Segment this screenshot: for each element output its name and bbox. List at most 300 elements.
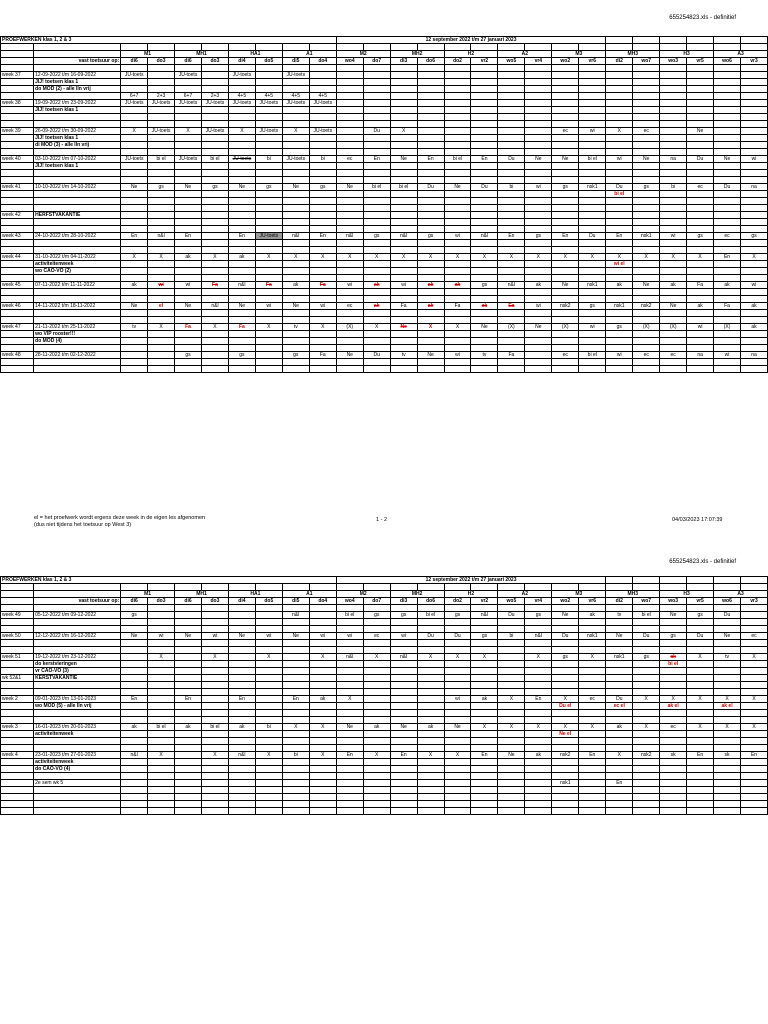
exam-cell: [336, 128, 363, 135]
exam-cell: [579, 275, 606, 282]
exam-cell: [175, 794, 202, 801]
exam-cell: [714, 275, 741, 282]
exam-cell: [498, 359, 525, 366]
sheet-date-range: 12 september 2022 t/m 27 januari 2023: [336, 37, 606, 44]
exam-cell: [417, 766, 444, 773]
exam-cell: Du: [714, 184, 741, 191]
exam-cell: X: [552, 696, 579, 703]
file-header: 655254823.xls - definitief: [669, 15, 736, 21]
exam-cell: [363, 773, 390, 780]
exam-cell: [633, 626, 660, 633]
exam-cell: [741, 338, 768, 345]
schedule-row: [1, 738, 768, 745]
schedule-row: [1, 233, 768, 240]
exam-cell: X: [498, 696, 525, 703]
exam-cell: [228, 647, 255, 654]
group-header: M1: [121, 51, 175, 58]
exam-cell: [148, 352, 175, 359]
day-header: do2: [444, 598, 471, 605]
exam-cell: [660, 240, 687, 247]
week-dates: [34, 114, 121, 121]
exam-cell: n&l: [121, 752, 148, 759]
exam-cell: [228, 745, 255, 752]
exam-cell: [121, 114, 148, 121]
exam-cell: [336, 317, 363, 324]
empty-cell: [148, 44, 175, 51]
exam-cell: [498, 240, 525, 247]
exam-cell: gs: [525, 233, 552, 240]
exam-cell: [579, 773, 606, 780]
exam-cell: [148, 759, 175, 766]
exam-cell: ec: [552, 128, 579, 135]
exam-cell: [282, 745, 309, 752]
exam-cell: [498, 275, 525, 282]
footnote: [34, 515, 205, 529]
exam-cell: [606, 226, 633, 233]
exam-cell: [714, 682, 741, 689]
exam-cell: [309, 240, 336, 247]
exam-cell: [201, 247, 228, 254]
exam-cell: [714, 675, 741, 682]
group-header: M3: [552, 51, 606, 58]
exam-cell: [579, 780, 606, 787]
exam-cell: [175, 79, 202, 86]
exam-cell: [741, 619, 768, 626]
exam-cell: [471, 359, 498, 366]
exam-cell: [471, 745, 498, 752]
exam-cell: [444, 682, 471, 689]
exam-cell: n&l: [336, 654, 363, 661]
exam-cell: [714, 345, 741, 352]
exam-cell: [336, 163, 363, 170]
exam-cell: [417, 801, 444, 808]
exam-cell: [687, 72, 714, 79]
exam-cell: [121, 745, 148, 752]
exam-cell: [390, 149, 417, 156]
exam-cell: [282, 177, 309, 184]
exam-cell: [741, 142, 768, 149]
exam-cell: [148, 682, 175, 689]
exam-cell: n&l: [201, 303, 228, 310]
exam-cell: [201, 745, 228, 752]
exam-cell: [417, 72, 444, 79]
exam-cell: [175, 359, 202, 366]
exam-cell: [336, 626, 363, 633]
schedule-row: [1, 731, 768, 738]
exam-cell: [390, 219, 417, 226]
exam-cell: [579, 212, 606, 219]
exam-cell: [471, 331, 498, 338]
exam-cell: [390, 626, 417, 633]
exam-cell: [309, 86, 336, 93]
empty-cell: [148, 605, 175, 612]
exam-cell: [336, 107, 363, 114]
exam-cell: [363, 135, 390, 142]
exam-cell: ak: [121, 282, 148, 289]
week-dates: [34, 289, 121, 296]
week-dates: 05-12-2022 t/m 09-12-2022: [34, 612, 121, 619]
exam-cell: [282, 296, 309, 303]
exam-cell: [687, 668, 714, 675]
exam-cell: [687, 212, 714, 219]
exam-cell: En: [471, 156, 498, 163]
exam-cell: En: [579, 752, 606, 759]
exam-cell: [741, 731, 768, 738]
exam-cell: [148, 121, 175, 128]
week-label: [1, 366, 34, 373]
exam-cell: [633, 619, 660, 626]
exam-cell: [336, 289, 363, 296]
week-dates: 19-12-2022 t/m 23-12-2022: [34, 654, 121, 661]
exam-cell: gs: [660, 633, 687, 640]
week-dates: 19-09-2022 t/m 23-09-2022: [34, 100, 121, 107]
exam-cell: [175, 149, 202, 156]
exam-cell: bi el: [606, 191, 633, 198]
exam-cell: [175, 654, 202, 661]
exam-cell: [121, 310, 148, 317]
exam-cell: En: [606, 780, 633, 787]
exam-cell: [309, 773, 336, 780]
exam-cell: [336, 338, 363, 345]
exam-cell: [714, 163, 741, 170]
exam-cell: [444, 198, 471, 205]
exam-cell: [741, 780, 768, 787]
week-dates: [34, 226, 121, 233]
exam-cell: [417, 100, 444, 107]
exam-cell: ec: [552, 352, 579, 359]
exam-cell: [309, 626, 336, 633]
exam-cell: [175, 759, 202, 766]
exam-cell: [660, 689, 687, 696]
exam-cell: X: [255, 654, 282, 661]
exam-cell: [363, 107, 390, 114]
exam-cell: [121, 626, 148, 633]
exam-cell: [714, 268, 741, 275]
exam-cell: [417, 682, 444, 689]
exam-cell: [201, 773, 228, 780]
exam-cell: [687, 93, 714, 100]
exam-cell: [444, 626, 471, 633]
exam-cell: [498, 268, 525, 275]
exam-cell: wi: [525, 303, 552, 310]
exam-cell: [498, 745, 525, 752]
exam-cell: [525, 794, 552, 801]
group-header: MH2: [390, 591, 444, 598]
exam-cell: [633, 787, 660, 794]
exam-cell: [282, 310, 309, 317]
exam-cell: [417, 675, 444, 682]
exam-cell: [498, 626, 525, 633]
exam-cell: [336, 717, 363, 724]
exam-cell: [417, 170, 444, 177]
exam-cell: [336, 100, 363, 107]
exam-cell: [687, 738, 714, 745]
exam-cell: [175, 191, 202, 198]
exam-cell: [579, 268, 606, 275]
exam-cell: [660, 317, 687, 324]
exam-cell: [417, 142, 444, 149]
exam-cell: X: [255, 752, 282, 759]
exam-cell: [228, 121, 255, 128]
exam-cell: [498, 619, 525, 626]
day-header: do5: [255, 58, 282, 65]
exam-cell: [525, 107, 552, 114]
exam-cell: [148, 205, 175, 212]
exam-cell: [444, 163, 471, 170]
group-header: A1: [282, 591, 336, 598]
exam-cell: [201, 647, 228, 654]
exam-cell: [471, 668, 498, 675]
exam-cell: [525, 317, 552, 324]
exam-cell: [714, 177, 741, 184]
week-dates: 21-11-2022 t/m 25-11-2022: [34, 324, 121, 331]
exam-cell: [417, 331, 444, 338]
week-label: [1, 163, 34, 170]
week-dates: [34, 619, 121, 626]
exam-cell: [579, 661, 606, 668]
exam-cell: ak el: [714, 703, 741, 710]
exam-cell: [148, 780, 175, 787]
exam-cell: X: [363, 752, 390, 759]
exam-cell: [579, 682, 606, 689]
exam-cell: X: [525, 254, 552, 261]
exam-cell: [579, 177, 606, 184]
exam-cell: [471, 198, 498, 205]
exam-cell: [228, 331, 255, 338]
empty-cell: [34, 44, 121, 51]
exam-cell: [525, 72, 552, 79]
exam-cell: [336, 219, 363, 226]
day-header: do7: [363, 598, 390, 605]
exam-cell: [363, 247, 390, 254]
week-dates: 26-09-2022 t/m 30-09-2022: [34, 128, 121, 135]
empty-cell: [1, 65, 34, 72]
exam-cell: [175, 612, 202, 619]
day-header: di5: [282, 598, 309, 605]
schedule-row: [1, 170, 768, 177]
exam-cell: Du: [417, 184, 444, 191]
exam-cell: [714, 149, 741, 156]
exam-cell: ak: [606, 724, 633, 731]
exam-cell: [444, 647, 471, 654]
exam-cell: [282, 661, 309, 668]
exam-cell: X: [309, 752, 336, 759]
exam-cell: Du: [606, 184, 633, 191]
week-label: [1, 640, 34, 647]
exam-cell: [498, 121, 525, 128]
empty-cell: [444, 44, 471, 51]
week-dates: [34, 738, 121, 745]
week-label: week 45: [1, 282, 34, 289]
exam-cell: [444, 170, 471, 177]
exam-cell: [201, 170, 228, 177]
exam-cell: [390, 359, 417, 366]
exam-cell: [201, 317, 228, 324]
exam-cell: [714, 731, 741, 738]
exam-cell: [687, 317, 714, 324]
empty-cell: [228, 44, 255, 51]
week-dates: do kerstvieringen: [34, 661, 121, 668]
exam-cell: [417, 149, 444, 156]
exam-cell: [714, 661, 741, 668]
schedule-row: [1, 198, 768, 205]
exam-cell: [390, 121, 417, 128]
exam-cell: [121, 149, 148, 156]
exam-cell: Ne: [121, 184, 148, 191]
exam-cell: [228, 682, 255, 689]
exam-cell: [579, 100, 606, 107]
exam-cell: [444, 261, 471, 268]
exam-cell: [228, 135, 255, 142]
empty-cell: [498, 65, 525, 72]
exam-cell: [363, 317, 390, 324]
exam-cell: [471, 703, 498, 710]
exam-cell: [444, 149, 471, 156]
exam-cell: [282, 619, 309, 626]
exam-cell: X: [417, 254, 444, 261]
exam-cell: [606, 689, 633, 696]
exam-cell: [741, 766, 768, 773]
schedule-row: [1, 254, 768, 261]
exam-cell: [282, 289, 309, 296]
exam-cell: [363, 682, 390, 689]
exam-cell: [309, 289, 336, 296]
schedule-row: [1, 647, 768, 654]
exam-cell: n&l: [390, 654, 417, 661]
exam-cell: Ea: [498, 303, 525, 310]
exam-cell: [201, 359, 228, 366]
exam-cell: [175, 170, 202, 177]
week-label: [1, 226, 34, 233]
exam-cell: [606, 177, 633, 184]
week-dates: [34, 710, 121, 717]
exam-cell: [687, 773, 714, 780]
exam-cell: [471, 801, 498, 808]
exam-cell: [741, 170, 768, 177]
exam-cell: [579, 289, 606, 296]
exam-cell: [417, 731, 444, 738]
exam-cell: [336, 135, 363, 142]
exam-cell: [336, 808, 363, 815]
exam-cell: [282, 86, 309, 93]
exam-cell: Fa: [309, 282, 336, 289]
exam-cell: [255, 142, 282, 149]
exam-cell: [687, 703, 714, 710]
exam-cell: [148, 142, 175, 149]
day-header: di6: [175, 58, 202, 65]
exam-cell: [525, 121, 552, 128]
schedule-row: [1, 752, 768, 759]
week-dates: [34, 345, 121, 352]
schedule-row: [1, 128, 768, 135]
exam-cell: [148, 612, 175, 619]
exam-cell: [255, 359, 282, 366]
exam-cell: [498, 205, 525, 212]
empty-cell: [363, 65, 390, 72]
exam-cell: [552, 710, 579, 717]
exam-cell: [579, 366, 606, 373]
exam-cell: nsk2: [633, 752, 660, 759]
exam-cell: [282, 801, 309, 808]
empty-cell: [228, 584, 255, 591]
exam-cell: [390, 773, 417, 780]
empty-cell: [201, 65, 228, 72]
exam-cell: [175, 731, 202, 738]
exam-cell: [579, 226, 606, 233]
exam-cell: [363, 710, 390, 717]
week-dates: [34, 296, 121, 303]
exam-cell: [525, 710, 552, 717]
exam-cell: [633, 107, 660, 114]
week-dates: 12-09-2022 t/m 16-09-2022: [34, 72, 121, 79]
schedule-row: [1, 191, 768, 198]
exam-cell: [579, 331, 606, 338]
exam-cell: [417, 717, 444, 724]
exam-cell: [121, 205, 148, 212]
exam-cell: bi el: [444, 156, 471, 163]
exam-cell: [121, 794, 148, 801]
exam-cell: [606, 100, 633, 107]
exam-cell: [148, 640, 175, 647]
week-label: [1, 142, 34, 149]
exam-cell: [471, 163, 498, 170]
exam-cell: [687, 205, 714, 212]
exam-cell: [660, 717, 687, 724]
exam-cell: [498, 100, 525, 107]
exam-cell: [201, 72, 228, 79]
exam-cell: [417, 310, 444, 317]
exam-cell: tv: [121, 324, 148, 331]
exam-cell: [309, 205, 336, 212]
exam-cell: [282, 191, 309, 198]
week-label: [1, 745, 34, 752]
exam-cell: [606, 808, 633, 815]
exam-cell: [201, 149, 228, 156]
empty-cell: [363, 605, 390, 612]
exam-cell: [714, 366, 741, 373]
exam-cell: [363, 787, 390, 794]
exam-cell: wi: [606, 352, 633, 359]
exam-cell: [606, 86, 633, 93]
exam-cell: [228, 359, 255, 366]
exam-cell: [255, 338, 282, 345]
exam-cell: [444, 801, 471, 808]
week-label: [1, 731, 34, 738]
empty-cell: [552, 605, 579, 612]
exam-cell: [444, 296, 471, 303]
exam-cell: ak: [741, 303, 768, 310]
exam-cell: [633, 780, 660, 787]
exam-cell: [444, 247, 471, 254]
exam-cell: Du: [498, 156, 525, 163]
exam-cell: Du: [471, 184, 498, 191]
exam-cell: [255, 135, 282, 142]
exam-cell: [741, 738, 768, 745]
exam-cell: [255, 310, 282, 317]
exam-cell: ak: [606, 282, 633, 289]
empty-cell: [309, 605, 336, 612]
exam-cell: [606, 773, 633, 780]
exam-cell: [255, 107, 282, 114]
exam-cell: [525, 310, 552, 317]
exam-cell: [498, 661, 525, 668]
exam-cell: [552, 773, 579, 780]
exam-cell: [579, 198, 606, 205]
exam-cell: [201, 191, 228, 198]
exam-cell: [552, 331, 579, 338]
exam-cell: [390, 640, 417, 647]
exam-cell: [579, 170, 606, 177]
